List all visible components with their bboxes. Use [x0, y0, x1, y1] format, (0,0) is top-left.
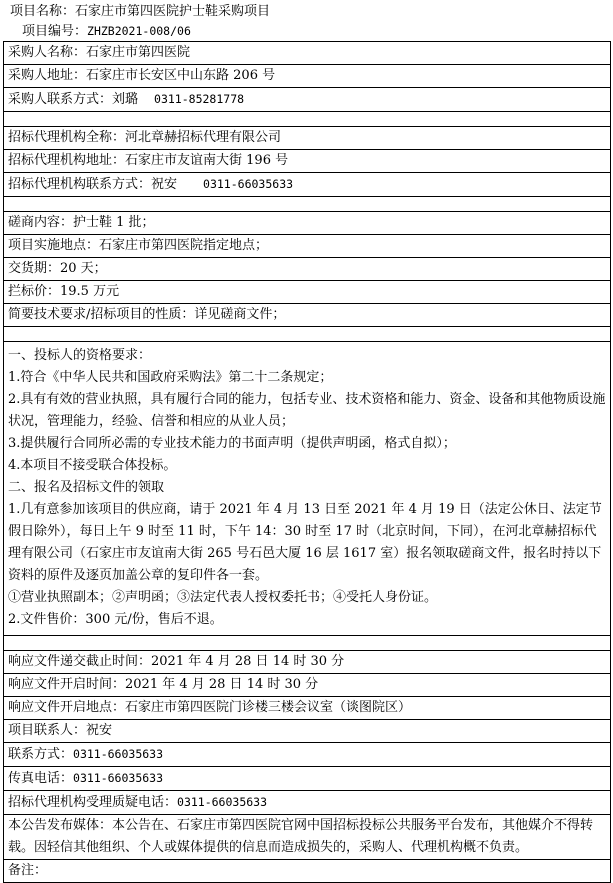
- purchaser-contact-person: 刘璐: [112, 92, 139, 107]
- contact-phone-row: [4, 743, 611, 767]
- project-location-row: 项目实施地点：石家庄市第四医院指定地点；: [4, 235, 611, 258]
- spacer-row: [4, 112, 611, 127]
- registration-fee: 2.文件售价：300 元/份，售后不退。: [8, 612, 223, 627]
- agency-contact-phone: 0311-66035633: [203, 177, 294, 191]
- agency-name: 河北章赫招标代理有限公司: [125, 130, 282, 145]
- purchaser-name: 石家庄市第四医院: [86, 45, 191, 60]
- agency-address-row: [4, 150, 611, 173]
- fax-number: 0311-66035633: [73, 771, 164, 785]
- purchaser-contact-phone: 0311-85281778: [154, 92, 245, 106]
- project-code-label: 项目编号：: [22, 24, 88, 39]
- agency-contact-row: [4, 173, 611, 197]
- contact-person-row: [4, 720, 611, 743]
- purchaser-name-label: 采购人名称：: [8, 45, 87, 60]
- agency-contact-person: 祝安: [151, 177, 178, 192]
- purchaser-contact-label: 采购人联系方式：: [8, 92, 113, 107]
- agency-address-label: 招标代理机构地址：: [8, 153, 126, 168]
- remark-row: 备注：: [4, 860, 611, 883]
- qualification-item: 4.本项目不接受联合体投标。: [8, 458, 177, 473]
- contact-person-label: 项目联系人：: [8, 723, 87, 738]
- project-name-label: 项目名称：: [10, 4, 76, 19]
- registration-heading: 二、报名及招标文件的领取: [8, 480, 165, 495]
- complaint-phone-row: [4, 791, 611, 815]
- project-content-row: 磋商内容：护士鞋 1 批；: [4, 212, 611, 235]
- project-name: 石家庄市第四医院护士鞋采购项目: [75, 4, 271, 19]
- project-delivery-row: 交货期：20 天；: [4, 258, 611, 281]
- project-code: ZHZB2021-008/06: [87, 24, 191, 38]
- agency-name-label: 招标代理机构全称：: [8, 130, 126, 145]
- purchaser-name-row: [4, 42, 611, 65]
- project-code-line: [0, 21, 613, 42]
- purchaser-address-label: 采购人地址：: [8, 68, 87, 83]
- contact-phone: 0311-66035633: [73, 747, 164, 761]
- registration-item: 1.几有意参加该项目的供应商，请于 2021 年 4 月 13 日至 2021 年 4 月 19 日（法定公休日、法定节假日除外），每日上午 9 时至 11 时，下午 14：30 时至 17 时（北京时间，下同），在河北章赫招标代理有限公司（石家庄市友谊南大街 265 号石邑大厦 16 层 1617 室）报名领取磋商文件，报名时持以下资料的原件及逐页加盖公章的复印件各一套。: [8, 502, 602, 583]
- announcement-table: [3, 41, 611, 883]
- contact-phone-label: 联系方式：: [8, 747, 74, 762]
- agency-address: 石家庄市友谊南大街 196 号: [125, 153, 289, 168]
- qualifications-heading: 一、投标人的资格要求：: [8, 348, 152, 363]
- agency-name-row: [4, 127, 611, 150]
- registration-documents: ①营业执照副本；②声明函；③法定代表人授权委托书；④受托人身份证。: [8, 590, 438, 605]
- project-name-line: [0, 2, 613, 22]
- qualification-item: 1.符合《中华人民共和国政府采购法》第二十二条规定；: [8, 370, 333, 385]
- purchaser-address-row: [4, 65, 611, 88]
- purchaser-address: 石家庄市长安区中山东路 206 号: [86, 68, 276, 83]
- response-opening-row: 响应文件开启时间：2021 年 4 月 28 日 14 时 30 分: [4, 674, 611, 697]
- project-price-row: 拦标价：19.5 万元: [4, 281, 611, 304]
- fax-label: 传真电话：: [8, 771, 74, 786]
- qualification-item: 2.具有有效的营业执照，具有履行合同的能力，包括专业、技术资格和能力、资金、设备和其他物质设施状况，管理能力，经验、信誉和相应的从业人员；: [8, 392, 606, 429]
- response-deadline-row: 响应文件递交截止时间：2021 年 4 月 28 日 14 时 30 分: [4, 651, 611, 674]
- response-location-row: 响应文件开启地点：石家庄市第四医院门诊楼三楼会议室（谈图院区）: [4, 697, 611, 720]
- spacer-row: [4, 327, 611, 342]
- media-notice-row: 本公告发布媒体：本公告在、石家庄市第四医院官网中国招标投标公共服务平台发布，其他媒介不得转载。因轻信其他组织、个人或媒体提供的信息而造成损失的，采购人、代理机构概不负责。: [4, 815, 611, 860]
- complaint-phone: 0311-66035633: [177, 795, 268, 809]
- spacer-row: [4, 636, 611, 651]
- complaint-phone-label: 招标代理机构受理质疑电话：: [8, 795, 178, 810]
- project-requirements-row: 简要技术要求/招标项目的性质：详见磋商文件；: [4, 304, 611, 327]
- spacer-row: [4, 197, 611, 212]
- fax-row: [4, 767, 611, 791]
- qualification-item: 3.提供履行合同所必需的专业技术能力的书面声明（提供声明函，格式自拟）；: [8, 436, 456, 451]
- agency-contact-label: 招标代理机构联系方式：: [8, 177, 152, 192]
- purchaser-contact-row: [4, 88, 611, 112]
- qualifications-block: [4, 342, 611, 636]
- contact-person: 祝安: [86, 723, 113, 738]
